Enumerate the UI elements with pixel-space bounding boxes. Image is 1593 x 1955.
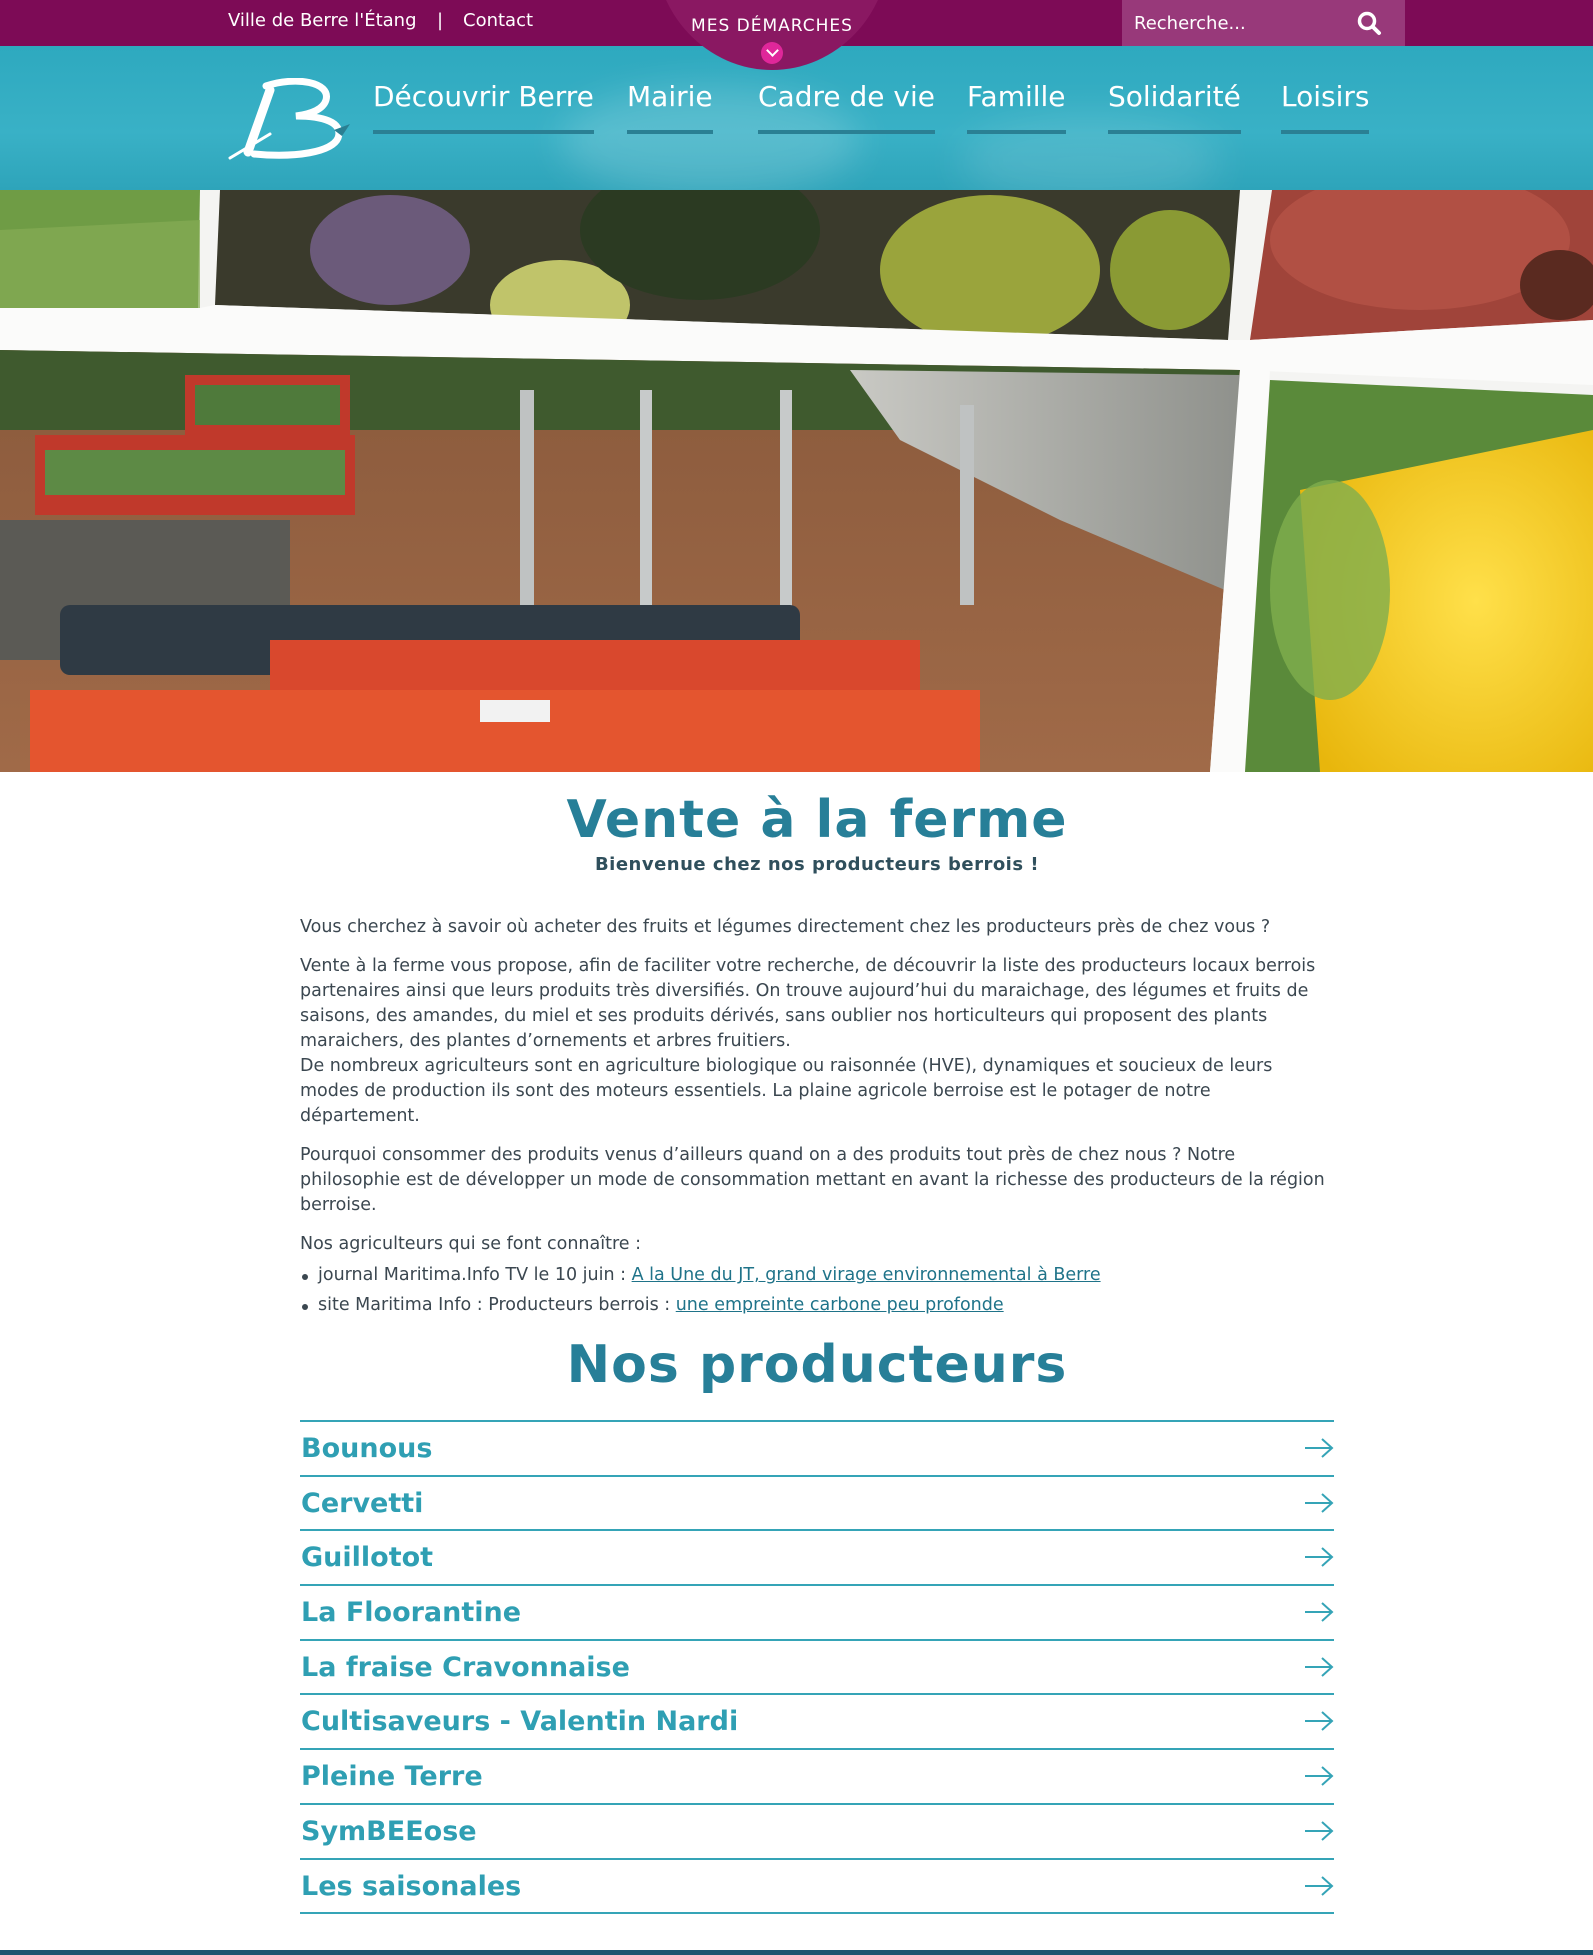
press-prefix: journal Maritima.Info TV le 10 juin : — [318, 1265, 632, 1285]
arrow-right-icon — [1304, 1601, 1334, 1623]
arrow-right-icon — [1304, 1437, 1334, 1459]
producer-item[interactable] — [300, 1805, 1334, 1860]
intro-paragraph — [300, 954, 1334, 1129]
main-content — [300, 790, 1334, 1323]
producer-item[interactable] — [300, 1750, 1334, 1805]
search-input[interactable] — [1134, 9, 1344, 37]
producer-name: Guillotot — [301, 1542, 434, 1574]
nav-mairie[interactable] — [627, 80, 713, 113]
press-link-jt[interactable]: A la Une du JT, grand virage environnemental à Berre — [631, 1265, 1101, 1285]
arrow-right-icon — [1304, 1492, 1334, 1514]
nav-underline — [758, 130, 935, 134]
producer-item[interactable] — [300, 1531, 1334, 1586]
nav-underline — [627, 130, 713, 134]
nav-loisirs[interactable] — [1281, 80, 1369, 113]
mes-demarches-label: MES DÉMARCHES — [691, 16, 853, 36]
nav-underline — [1281, 130, 1369, 134]
list-item — [300, 1263, 1334, 1288]
search-box — [1122, 0, 1405, 46]
search-icon[interactable] — [1356, 10, 1382, 36]
producer-name: Les saisonales — [301, 1870, 522, 1902]
nav-underline — [373, 130, 594, 134]
nav-label: Découvrir Berre — [373, 80, 594, 113]
producer-name: SymBEEose — [301, 1815, 477, 1847]
topbar-separator: | — [437, 10, 444, 31]
intro-text-span: Vente à la ferme vous propose, afin de faciliter votre recherche, de découvrir la liste des producteurs locaux berrois partenaires ainsi que leurs produits très diversifiés. On trouve aujourd’hui du maraichage, des légumes et fruits de saisons, des amandes, du miel et ses produits dérivés, sans oublier nos horticulteurs qui proposent des plants maraichers, des plantes d’ornements et arbres fruitiers. — [300, 956, 1316, 1051]
list-item — [300, 1293, 1334, 1318]
press-list — [300, 1263, 1334, 1318]
nav-label: Solidarité — [1108, 80, 1241, 113]
nav-underline — [1108, 130, 1241, 134]
producer-item[interactable] — [300, 1641, 1334, 1696]
producer-item[interactable] — [300, 1586, 1334, 1641]
nav-label: Mairie — [627, 80, 713, 113]
nav-decouvrir-berre[interactable] — [373, 80, 594, 113]
site-home-link[interactable]: Ville de Berre l'Étang — [228, 10, 417, 31]
hero-image — [0, 190, 1593, 772]
arrow-right-icon — [1304, 1710, 1334, 1732]
producers-title: Nos producteurs — [566, 1335, 1068, 1395]
intro-text-span: De nombreux agriculteurs sont en agriculture biologique ou raisonnée (HVE), dynamiques et soucieux de leurs modes de production ils sont des moteurs essentiels. La plaine agricole berroise est le potager de notre département. — [300, 1056, 1273, 1126]
intro-paragraph: Pourquoi consommer des produits venus d’ailleurs quand on a des produits tout près de chez nous ? Notre philosophie est de développer un mode de consommation mettant en avant la richesse des producteurs de la région berroise. — [300, 1145, 1325, 1215]
producer-item[interactable] — [300, 1695, 1334, 1750]
producer-name: Cultisaveurs - Valentin Nardi — [301, 1706, 739, 1738]
producer-name: La fraise Cravonnaise — [301, 1651, 630, 1683]
producers-list — [300, 1420, 1334, 1914]
arrow-right-icon — [1304, 1546, 1334, 1568]
producer-item[interactable] — [300, 1860, 1334, 1915]
press-link-empreinte-carbone[interactable]: une empreinte carbone peu profonde — [675, 1295, 1004, 1315]
contact-link[interactable]: Contact — [463, 10, 534, 31]
producer-name: Pleine Terre — [301, 1761, 483, 1793]
berre-logo[interactable] — [226, 78, 350, 160]
nav-label: Loisirs — [1281, 80, 1370, 113]
nav-label: Famille — [967, 80, 1066, 113]
producer-name: Bounous — [301, 1433, 433, 1464]
page-subtitle: Bienvenue chez nos producteurs berrois ! — [594, 854, 1040, 875]
producer-name: La Floorantine — [301, 1597, 522, 1629]
nav-cadre-de-vie[interactable] — [758, 80, 935, 113]
arrow-right-icon — [1304, 1875, 1334, 1897]
page-title: Vente à la ferme — [566, 790, 1068, 850]
nav-famille[interactable] — [967, 80, 1066, 113]
producer-name: Cervetti — [301, 1487, 424, 1519]
footer-border — [0, 1950, 1593, 1955]
arrow-right-icon — [1304, 1656, 1334, 1678]
intro-text — [300, 915, 1334, 1318]
farm-collage-illustration — [0, 190, 1593, 772]
intro-paragraph: Vous cherchez à savoir où acheter des fruits et légumes directement chez les producteurs près de chez vous ? — [300, 917, 1271, 937]
arrow-right-icon — [1304, 1820, 1334, 1842]
arrow-right-icon — [1304, 1765, 1334, 1787]
intro-paragraph: Nos agriculteurs qui se font connaître : — [300, 1234, 641, 1254]
producer-item[interactable] — [300, 1477, 1334, 1532]
nav-underline — [967, 130, 1066, 134]
nav-solidarite[interactable] — [1108, 80, 1241, 113]
main-navigation — [0, 46, 1593, 190]
press-prefix: site Maritima Info : Producteurs berrois : — [318, 1295, 676, 1315]
producer-item[interactable] — [300, 1422, 1334, 1477]
nav-label: Cadre de vie — [758, 80, 935, 113]
chevron-down-icon — [761, 42, 783, 64]
